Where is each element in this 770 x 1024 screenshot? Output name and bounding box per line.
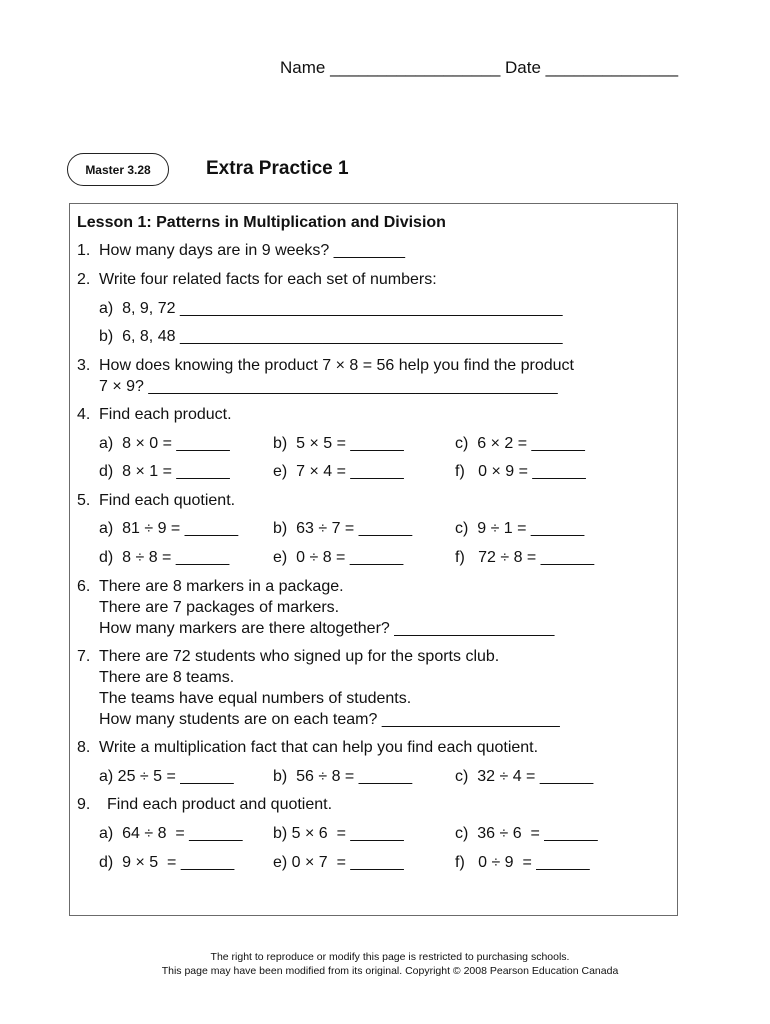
q7-number: 7.: [77, 648, 91, 665]
q5-e[interactable]: e) 0 ÷ 8 = ______: [273, 549, 404, 566]
q7-line2: There are 8 teams.: [99, 669, 235, 686]
q4-f[interactable]: f) 0 × 9 = ______: [455, 463, 586, 480]
q5-f[interactable]: f) 72 ÷ 8 = ______: [455, 549, 595, 566]
name-blank[interactable]: __________________: [330, 58, 501, 77]
q4-number: 4.: [77, 406, 91, 423]
q3-answer-line[interactable]: 7 × 9? ______________________________________________: [99, 378, 558, 395]
q4-a[interactable]: a) 8 × 0 = ______: [99, 435, 230, 452]
q4-b[interactable]: b) 5 × 5 = ______: [273, 435, 404, 452]
q6-line1: There are 8 markers in a package.: [99, 578, 344, 595]
q3-number: 3.: [77, 357, 91, 374]
date-label: Date: [505, 58, 541, 77]
q9-e[interactable]: e) 0 × 7 = ______: [273, 854, 404, 871]
q5-text: Find each quotient.: [99, 492, 236, 509]
q1-text[interactable]: How many days are in 9 weeks? ________: [99, 242, 405, 259]
q5-a[interactable]: a) 81 ÷ 9 = ______: [99, 520, 239, 537]
q9-b[interactable]: b) 5 × 6 = ______: [273, 825, 404, 842]
q2-b[interactable]: b) 6, 8, 48 ___________________________________________: [99, 328, 563, 345]
q5-c[interactable]: c) 9 ÷ 1 = ______: [455, 520, 585, 537]
q1-number: 1.: [77, 242, 91, 259]
q7-line1: There are 72 students who signed up for the sports club.: [99, 648, 500, 665]
q2-text: Write four related facts for each set of numbers:: [99, 271, 437, 288]
q8-b[interactable]: b) 56 ÷ 8 = ______: [273, 768, 413, 785]
q3-text: How does knowing the product 7 × 8 = 56 help you find the product: [99, 357, 574, 374]
q4-d[interactable]: d) 8 × 1 = ______: [99, 463, 230, 480]
q8-text: Write a multiplication fact that can help you find each quotient.: [99, 739, 539, 756]
date-blank[interactable]: ______________: [545, 58, 679, 77]
q6-question[interactable]: How many markers are there altogether? __________________: [99, 620, 555, 637]
q4-e[interactable]: e) 7 × 4 = ______: [273, 463, 404, 480]
footer-copyright: This page may have been modified from its original. Copyright © 2008 Pearson Education Canada: [161, 965, 619, 977]
q4-c[interactable]: c) 6 × 2 = ______: [455, 435, 585, 452]
q8-c[interactable]: c) 32 ÷ 4 = ______: [455, 768, 594, 785]
q9-a[interactable]: a) 64 ÷ 8 = ______: [99, 825, 243, 842]
q2-a[interactable]: a) 8, 9, 72 ___________________________________________: [99, 300, 563, 317]
q2-number: 2.: [77, 271, 91, 288]
q4-text: Find each product.: [99, 406, 232, 423]
q9-f[interactable]: f) 0 ÷ 9 = ______: [455, 854, 590, 871]
q9-number: 9.: [77, 796, 91, 813]
page-title: Extra Practice 1: [206, 158, 349, 179]
q9-d[interactable]: d) 9 × 5 = ______: [99, 854, 235, 871]
q9-text: Find each product and quotient.: [107, 796, 333, 813]
footer-rights: The right to reproduce or modify this page is restricted to purchasing schools.: [210, 951, 570, 963]
q7-question[interactable]: How many students are on each team? ____________________: [99, 711, 560, 728]
master-badge: [67, 153, 169, 186]
q8-a[interactable]: a) 25 ÷ 5 = ______: [99, 768, 234, 785]
q8-number: 8.: [77, 739, 91, 756]
q6-number: 6.: [77, 578, 91, 595]
name-date-line: [280, 58, 678, 78]
name-label: Name: [280, 58, 326, 77]
q9-c[interactable]: c) 36 ÷ 6 = ______: [455, 825, 598, 842]
lesson-title: Lesson 1: Patterns in Multiplication and Division: [77, 214, 446, 231]
master-label: Master 3.28: [85, 162, 151, 177]
q7-line3: The teams have equal numbers of students.: [99, 690, 412, 707]
q5-b[interactable]: b) 63 ÷ 7 = ______: [273, 520, 413, 537]
q6-line2: There are 7 packages of markers.: [99, 599, 340, 616]
q5-d[interactable]: d) 8 ÷ 8 = ______: [99, 549, 230, 566]
q5-number: 5.: [77, 492, 91, 509]
